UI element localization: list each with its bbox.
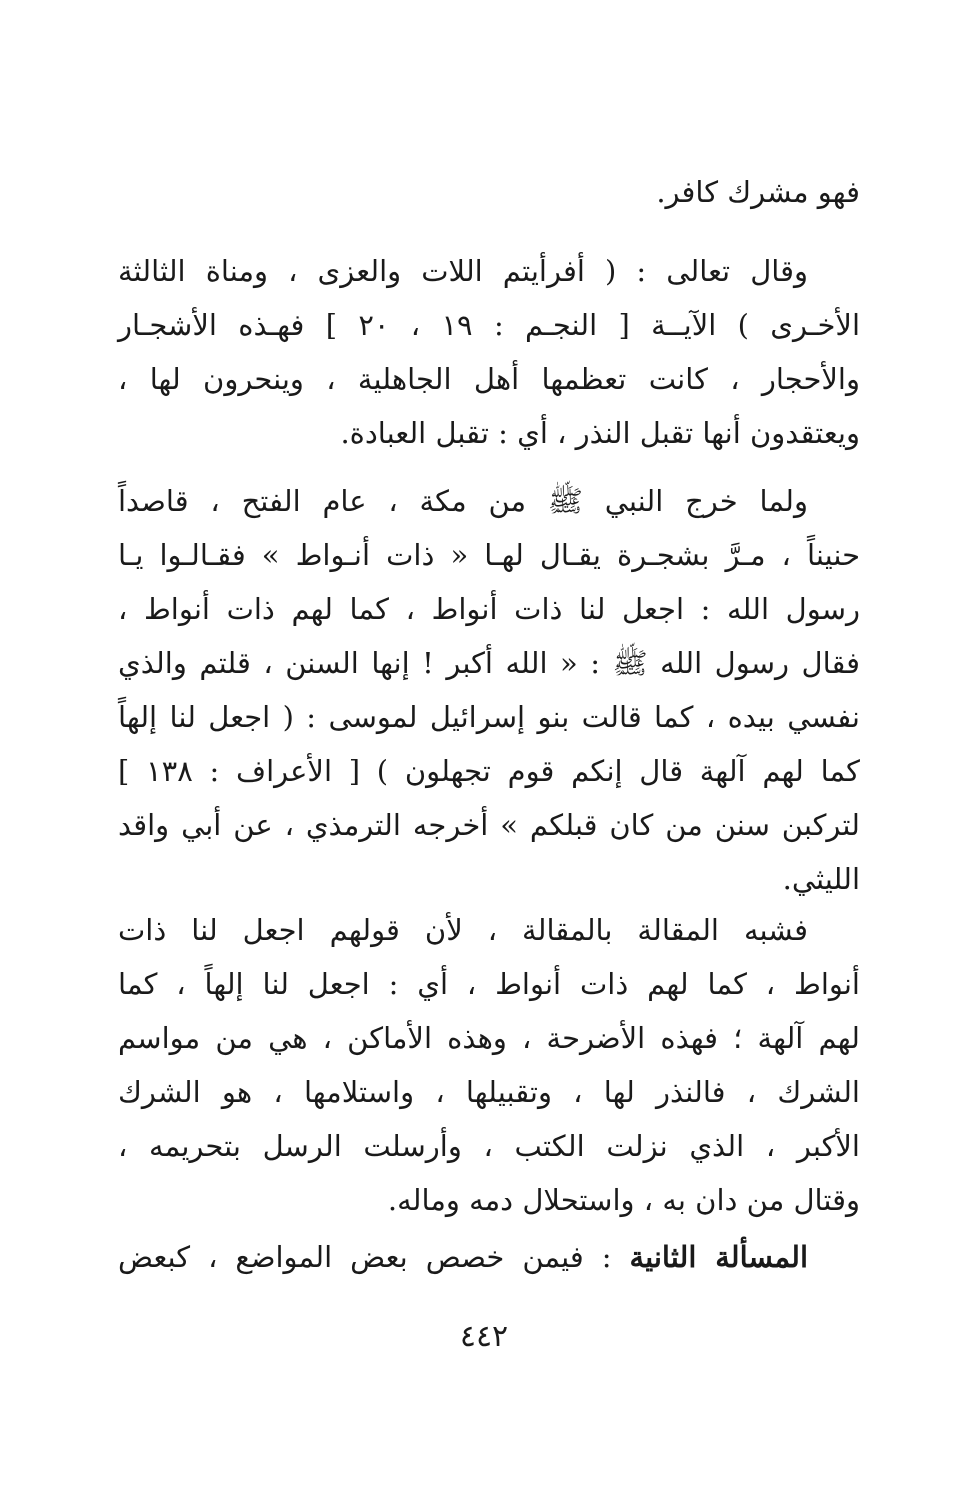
section-heading: المسألة الثانية: [629, 1240, 808, 1274]
text-line: رسول الله : اجعل لنا ذات أنواط ، كما لهم ذات أنواط ،: [118, 592, 860, 626]
text-line: وقال تعالى : ( أفرأيتم اللات والعزى ، ومناة الثالثة: [118, 254, 808, 288]
text-line: حنيناً ، مـرَّ بشجـرة يقـال لهـا « ذات أنـواط » فقـالـوا يـا: [118, 538, 860, 572]
text-line: لهم آلهة ؛ فهذه الأضرحة ، وهذه الأماكن ، هي من مواسم: [118, 1021, 860, 1055]
text-line: كما لهم آلهة قال إنكم قوم تجهلون ) [ الأعراف : ١٣٨ ]: [118, 754, 860, 788]
text-line: [118, 1230, 860, 1284]
text-line: أنواط ، كما لهم ذات أنواط ، أي : اجعل لنا إلهاً ، كما: [118, 967, 860, 1001]
text-line: وقتال من دان به ، واستحلال دمه وماله.: [387, 1183, 860, 1217]
text-line: فهو مشرك كافر.: [656, 175, 860, 209]
text-line: ولما خرج النبي ﷺ من مكة ، عام الفتح ، قاصداً: [118, 484, 808, 518]
text-line: لتركبن سنن من كان قبلكم » أخرجه الترمذي ، عن أبي واقد: [118, 808, 860, 842]
text-line: فشبه المقالة بالمقالة ، لأن قولهم اجعل لنا ذات: [118, 913, 808, 947]
text-line: والأحجار ، كانت تعظمها أهل الجاهلية ، وينحرون لها ،: [118, 362, 860, 396]
page-number: ٤٤٢: [459, 1319, 509, 1354]
text-line: الأكبر ، الذي نزلت الكتب ، وأرسلت الرسل بتحريمه ،: [118, 1129, 860, 1163]
text-line: الأخـرى ) الآيــة [ النجـم : ١٩ ، ٢٠ ] فهـذه الأشجـار: [118, 308, 860, 342]
text-line: نفسي بيده ، كما قالت بنو إسرائيل لموسى : ( اجعل لنا إلهاً: [118, 700, 860, 734]
paragraph-1: [118, 165, 860, 219]
paragraph-5: [118, 1230, 860, 1284]
section-heading-continuation: : فيمن خصص بعض المواضع ، كبعض: [118, 1240, 630, 1274]
paragraph-4: [118, 903, 860, 1227]
paragraph-2: [118, 244, 860, 460]
text-line: الليثي.: [782, 862, 860, 896]
text-line: ويعتقدون أنها تقبل النذر ، أي : تقبل العبادة.: [340, 416, 860, 450]
text-line: الشرك ، فالنذر لها ، وتقبيلها ، واستلامها ، هو الشرك: [118, 1075, 860, 1109]
page-body: [118, 0, 860, 1485]
text-line: فقال رسول الله ﷺ : « الله أكبر ! إنها السنن ، قلتم والذي: [118, 646, 860, 680]
paragraph-3: [118, 474, 860, 906]
